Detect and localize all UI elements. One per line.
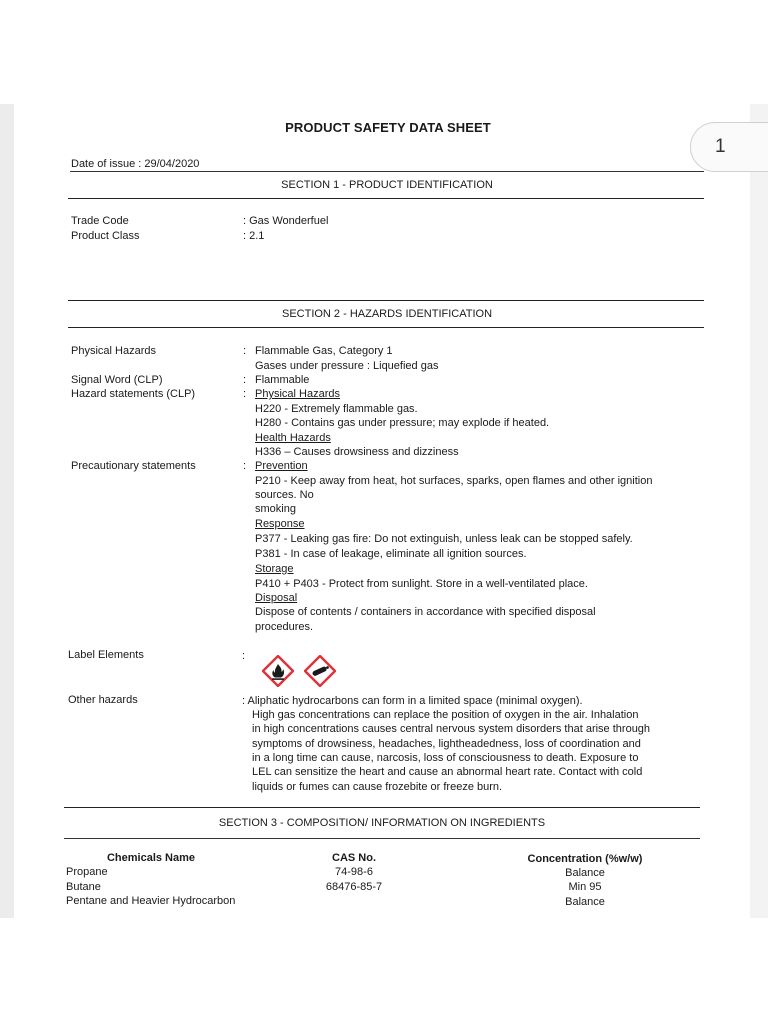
divider <box>68 198 704 199</box>
h280-statement <box>255 416 549 431</box>
other-hazards-label: Other hazards <box>68 694 138 706</box>
divider <box>68 300 704 301</box>
page-number-badge[interactable]: 1 <box>690 122 768 172</box>
section-1-heading: SECTION 1 - PRODUCT IDENTIFICATION <box>281 179 493 191</box>
colon: : <box>243 460 247 472</box>
gas-cylinder-pictogram-icon <box>304 655 336 687</box>
other-hazards-line-5: in a long time can cause, narcosis, loss of consciousness to death. Exposure to <box>252 752 639 764</box>
colon: : <box>243 388 247 400</box>
colon: : <box>243 374 247 386</box>
page-right-edge <box>750 104 768 918</box>
divider <box>70 171 704 172</box>
precautionary-label: Precautionary statements <box>71 460 196 472</box>
statement-text: - Contains gas under pressure; may explode if heated. <box>281 417 550 429</box>
column-header-chemical-name: Chemicals Name <box>106 852 196 864</box>
statement-code: P381 <box>255 548 281 560</box>
h220-statement <box>255 402 418 417</box>
other-hazards-line-3: in high concentrations causes central nervous system disorders that arise through <box>252 723 651 735</box>
viewer-top-margin <box>0 0 768 104</box>
ingredient-concentration: Balance <box>565 867 605 879</box>
other-hazards-line-4: symptoms of drowsiness, headaches, lightheadedness, loss of coordination and <box>252 738 641 750</box>
colon: : <box>242 650 246 662</box>
p210-continuation-1: sources. No <box>255 489 314 501</box>
disposal-line-2: procedures. <box>255 621 314 633</box>
statement-text: - Keep away from heat, hot surfaces, sparks, open flames and other ignition <box>280 475 653 487</box>
disposal-line-1: Dispose of contents / containers in accordance with specified disposal <box>255 606 596 618</box>
product-class-label: Product Class <box>71 230 140 242</box>
health-hazards-subheading: Health Hazards <box>255 432 331 444</box>
ingredient-cas: 74-98-6 <box>335 866 373 878</box>
physical-hazards-value-2: Gases under pressure : Liquefied gas <box>255 360 439 372</box>
signal-word-value: Flammable <box>255 374 310 386</box>
divider <box>64 838 700 839</box>
other-hazards-line-6: LEL can sensitize the heart and cause an abnormal heart rate. Contact with cold <box>252 766 643 778</box>
colon: : <box>243 345 247 357</box>
ingredient-cas: 68476-85-7 <box>325 881 383 893</box>
other-hazards-line-7: liquids or fumes can cause frozebite or freeze burn. <box>252 781 503 793</box>
document-title: PRODUCT SAFETY DATA SHEET <box>285 120 491 135</box>
response-subheading: Response <box>255 518 305 530</box>
statement-code: H220 <box>255 403 282 415</box>
p410-statement <box>255 577 588 592</box>
product-class-value: : 2.1 <box>243 230 265 242</box>
viewer-bottom-margin <box>0 918 768 1024</box>
page-left-edge <box>0 104 14 918</box>
ingredient-name: Pentane and Heavier Hydrocarbon <box>66 895 236 907</box>
p377-statement <box>255 532 633 547</box>
physical-hazards-subheading: Physical Hazards <box>255 388 340 400</box>
ingredient-name: Butane <box>66 881 101 893</box>
ingredient-name: Propane <box>66 866 108 878</box>
column-header-cas-no: CAS No. <box>332 852 376 864</box>
trade-code-label: Trade Code <box>71 215 129 227</box>
section-2-heading: SECTION 2 - HAZARDS IDENTIFICATION <box>281 308 493 320</box>
divider <box>64 807 700 808</box>
statement-text: - Extremely flammable gas. <box>281 403 418 415</box>
trade-code-value: : Gas Wonderfuel <box>243 215 329 227</box>
h336-statement: H336 – Causes drowsiness and dizziness <box>255 446 459 458</box>
physical-hazards-value-1: Flammable Gas, Category 1 <box>255 345 393 357</box>
ingredient-concentration: Min 95 <box>568 881 602 893</box>
other-hazards-line-2: High gas concentrations can replace the position of oxygen in the air. Inhalation <box>252 709 639 721</box>
statement-text: - In case of leakage, eliminate all ignition sources. <box>280 548 527 560</box>
storage-subheading: Storage <box>255 563 294 575</box>
p381-statement <box>255 547 527 562</box>
statement-code: H280 <box>255 417 282 429</box>
hazard-statements-label: Hazard statements (CLP) <box>71 388 196 400</box>
statement-text: - Leaking gas fire: Do not extinguish, unless leak can be stopped safely. <box>280 533 633 545</box>
prevention-subheading: Prevention <box>255 460 308 472</box>
other-hazards-line-1: : Aliphatic hydrocarbons can form in a limited space (minimal oxygen). <box>242 695 583 707</box>
column-header-concentration: Concentration (%w/w) <box>527 853 643 865</box>
statement-code: P210 <box>255 475 281 487</box>
date-of-issue: Date of issue : 29/04/2020 <box>71 158 200 170</box>
label-elements-label: Label Elements <box>68 649 144 661</box>
statement-code: P377 <box>255 533 281 545</box>
p210-statement <box>255 474 652 489</box>
signal-word-label: Signal Word (CLP) <box>71 374 163 386</box>
statement-code: P410 + P403 <box>255 578 319 590</box>
flame-pictogram-icon <box>262 655 294 687</box>
divider <box>68 327 704 328</box>
disposal-subheading: Disposal <box>255 592 298 604</box>
ingredient-concentration: Balance <box>565 896 605 908</box>
p210-continuation-2: smoking <box>255 503 296 515</box>
section-3-heading: SECTION 3 - COMPOSITION/ INFORMATION ON INGREDIENTS <box>218 817 546 829</box>
physical-hazards-label: Physical Hazards <box>71 345 156 357</box>
statement-text: - Protect from sunlight. Store in a well-ventilated place. <box>318 578 588 590</box>
